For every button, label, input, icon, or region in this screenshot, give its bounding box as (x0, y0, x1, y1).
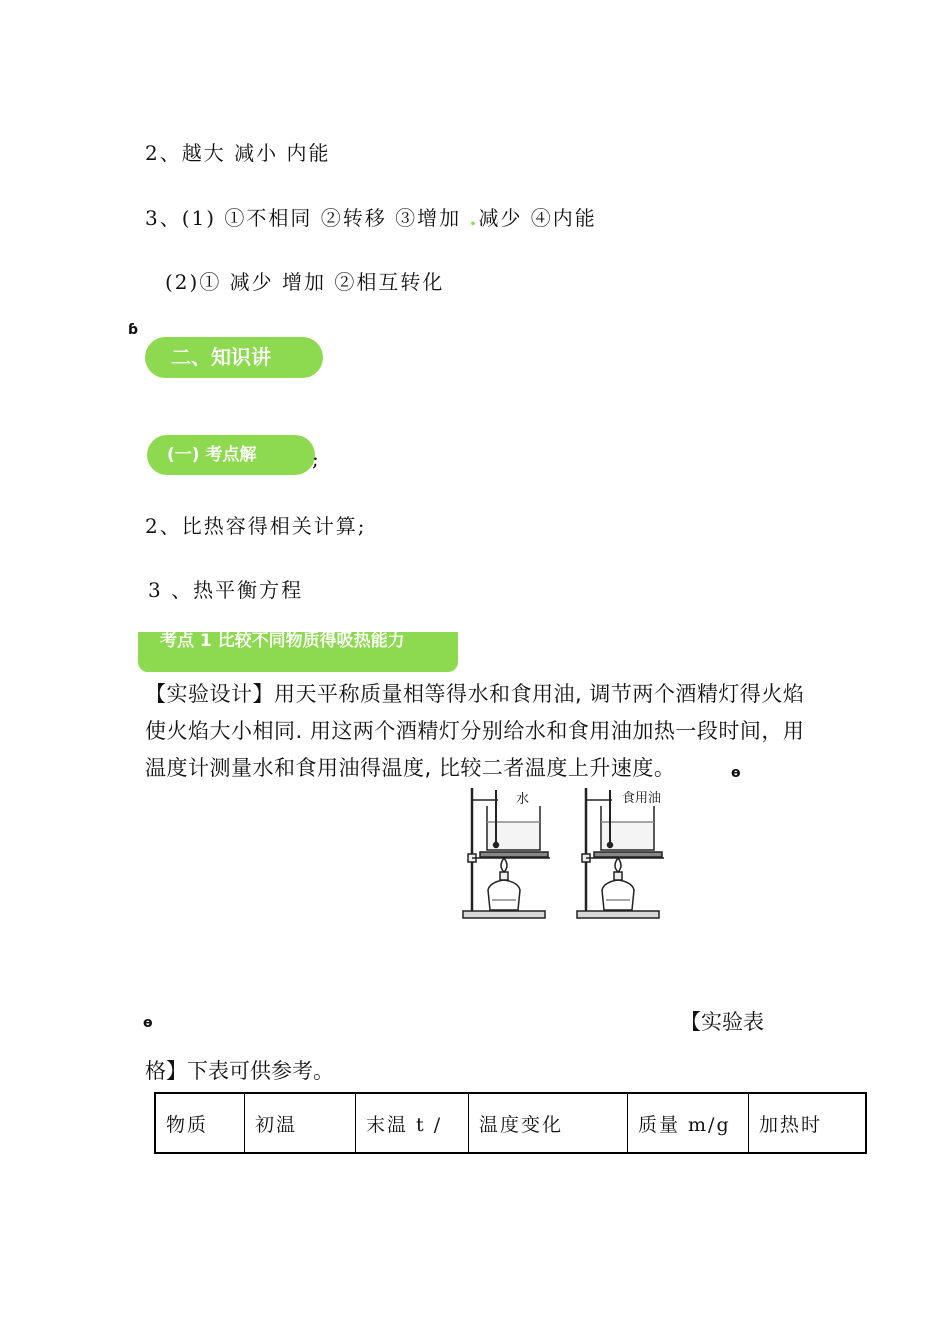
table-header-cell: 加热时 (749, 1093, 867, 1153)
subsection-tail: ; (312, 447, 321, 471)
answer-line-3-suffix: 减少 ④内能 (478, 206, 597, 230)
answer-line-3-prefix: 3、(1) ①不相同 ②转移 ③增加 (145, 206, 470, 230)
answer-line-2: 2、越大 减小 内能 (145, 141, 331, 165)
table-header-cell: 初温 (245, 1093, 356, 1153)
experiment-design-paragraph: 【实验设计】用天平称质量相等得水和食用油, 调节两个酒精灯得火焰使火焰大小相同. 用这两个酒精灯分别给水和食用油加热一段时间，用温度计测量水和食用油得温度, 比较二者温度上升速度。 (145, 682, 805, 780)
experiment-table-intro-a: 【实验表 (680, 1010, 764, 1034)
answer-line-4: (2)① 减少 增加 ②相互转化 (165, 270, 445, 294)
subsection-heading: (一) 考点解 (147, 435, 315, 475)
answer-line-3-dot: . (469, 206, 479, 230)
marker-glyph: ɓ (128, 322, 139, 338)
label-water: 水 (516, 792, 530, 807)
table-header-row (155, 1093, 866, 1153)
marker-glyph: ɵ (731, 765, 741, 781)
apparatus-figure (460, 786, 665, 922)
table-header-cell: 温度变化 (469, 1093, 628, 1153)
experiment-table-intro-b: 格】下表可供参考。 (145, 1059, 334, 1083)
kaodian-heading: 考点 1 比较不同物质得吸热能力 (138, 632, 458, 672)
table-header-cell: 物质 (155, 1093, 245, 1153)
experiment-table (154, 1092, 867, 1154)
label-oil: 食用油 (622, 791, 662, 806)
marker-glyph: ɵ (143, 1015, 153, 1031)
table-header-cell: 质量 m/g (628, 1093, 749, 1153)
table-header-cell: 末温 t / (356, 1093, 469, 1153)
oil-apparatus (577, 788, 664, 918)
list-item-3: 3 、热平衡方程 (148, 578, 304, 602)
section-heading: 二、知识讲 (145, 337, 323, 378)
list-item-2: 2、比热容得相关计算; (145, 514, 367, 538)
answer-line-3 (145, 202, 597, 231)
water-apparatus (463, 788, 550, 918)
